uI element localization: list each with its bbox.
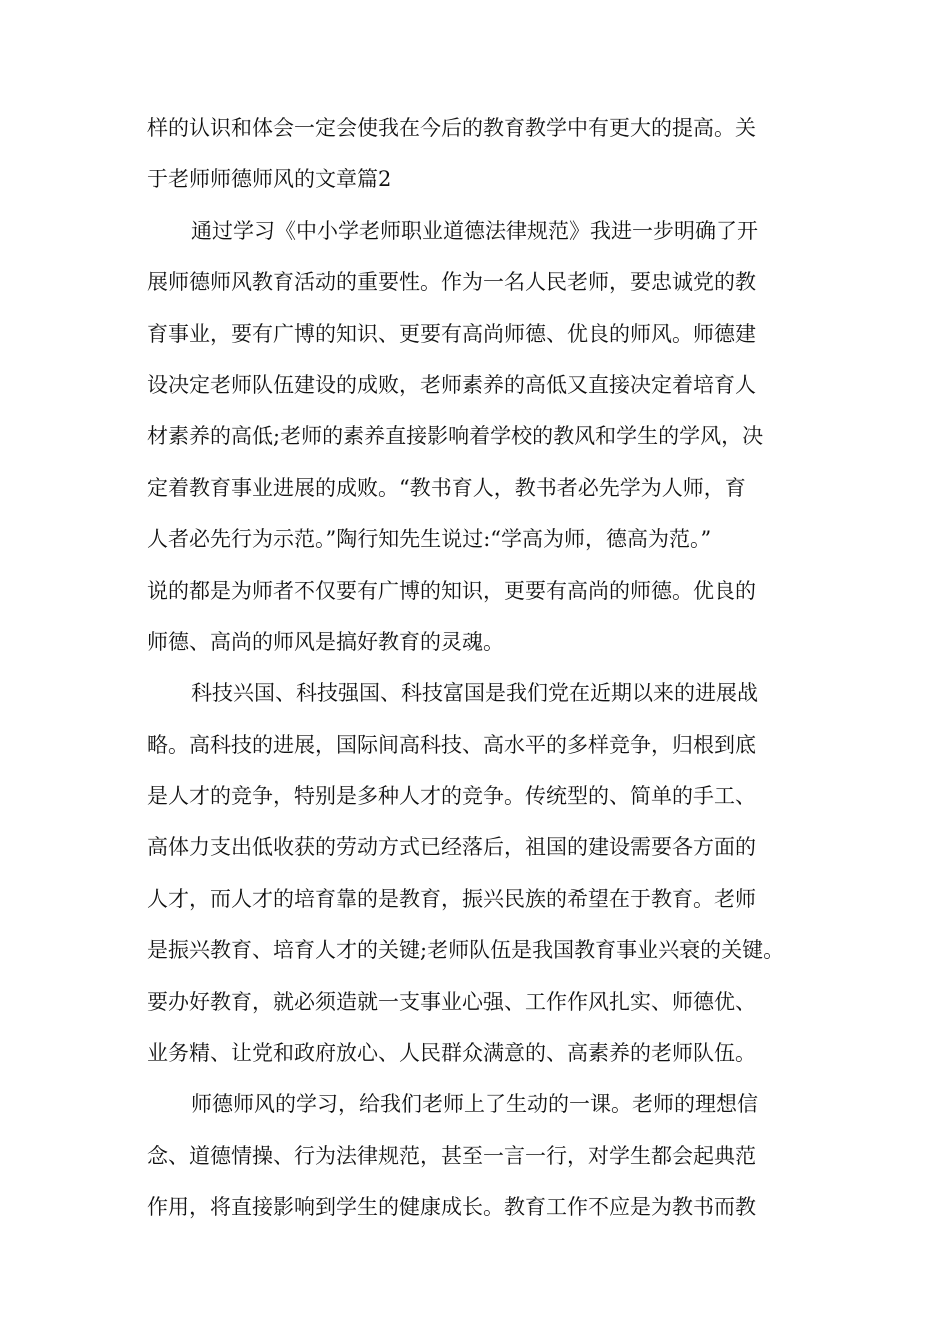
paragraph-start-line: 科技兴国、科技强国、科技富国是我们党在近期以来的进展战	[191, 681, 758, 706]
text-line: 要办好教育，就必须造就一支事业心强、工作作风扎实、师德优、	[147, 989, 756, 1014]
article-body	[147, 103, 847, 1234]
text-line: 育事业，要有广博的知识、更要有高尚师德、优良的师风。师德建	[147, 321, 756, 346]
text-line: 展师德师风教育活动的重要性。作为一名人民老师，要忠诚党的教	[147, 270, 756, 295]
text-line: 说的都是为师者不仅要有广博的知识，更要有高尚的师德。优良的	[147, 578, 756, 603]
paragraph-start-line: 师德师风的学习，给我们老师上了生动的一课。老师的理想信	[191, 1092, 758, 1117]
text-line: 师德、高尚的师风是搞好教育的灵魂。	[147, 629, 504, 654]
text-line: 设决定老师队伍建设的成败，老师素养的高低又直接决定着培育人	[147, 372, 756, 397]
text-line: 作用，将直接影响到学生的健康成长。教育工作不应是为教书而教	[147, 1195, 756, 1220]
section-heading-line: 于老师师德师风的文章篇2	[147, 167, 392, 192]
text-line: 样的认识和体会一定会使我在今后的教育教学中有更大的提高。关	[147, 116, 756, 140]
text-line: 业务精、让党和政府放心、人民群众满意的、高素养的老师队伍。	[147, 1041, 756, 1066]
text-line: 是人才的竞争，特别是多种人才的竞争。传统型的、简单的手工、	[147, 784, 756, 809]
text-line: 略。高科技的进展，国际间高科技、高水平的多样竞争，归根到底	[147, 732, 756, 757]
text-line: 人才，而人才的培育靠的是教育，振兴民族的希望在于教育。老师	[147, 886, 756, 911]
text-line: 定着教育事业进展的成败。“教书育人，教书者必先学为人师，育	[147, 475, 746, 500]
text-line: 念、道德情操、行为法律规范，甚至一言一行，对学生都会起典范	[147, 1143, 756, 1168]
paragraph-start-line: 通过学习《中小学老师职业道德法律规范》我进一步明确了开	[191, 218, 758, 243]
text-line: 人者必先行为示范。”陶行知先生说过:“学高为师，德高为范。”	[147, 527, 712, 552]
text-line: 材素养的高低;老师的素养直接影响着学校的教风和学生的学风，决	[147, 424, 764, 449]
text-line: 高体力支出低收获的劳动方式已经落后，祖国的建设需要各方面的	[147, 835, 756, 860]
text-line: 是振兴教育、培育人才的关键;老师队伍是我国教育事业兴衰的关键。	[147, 938, 785, 963]
